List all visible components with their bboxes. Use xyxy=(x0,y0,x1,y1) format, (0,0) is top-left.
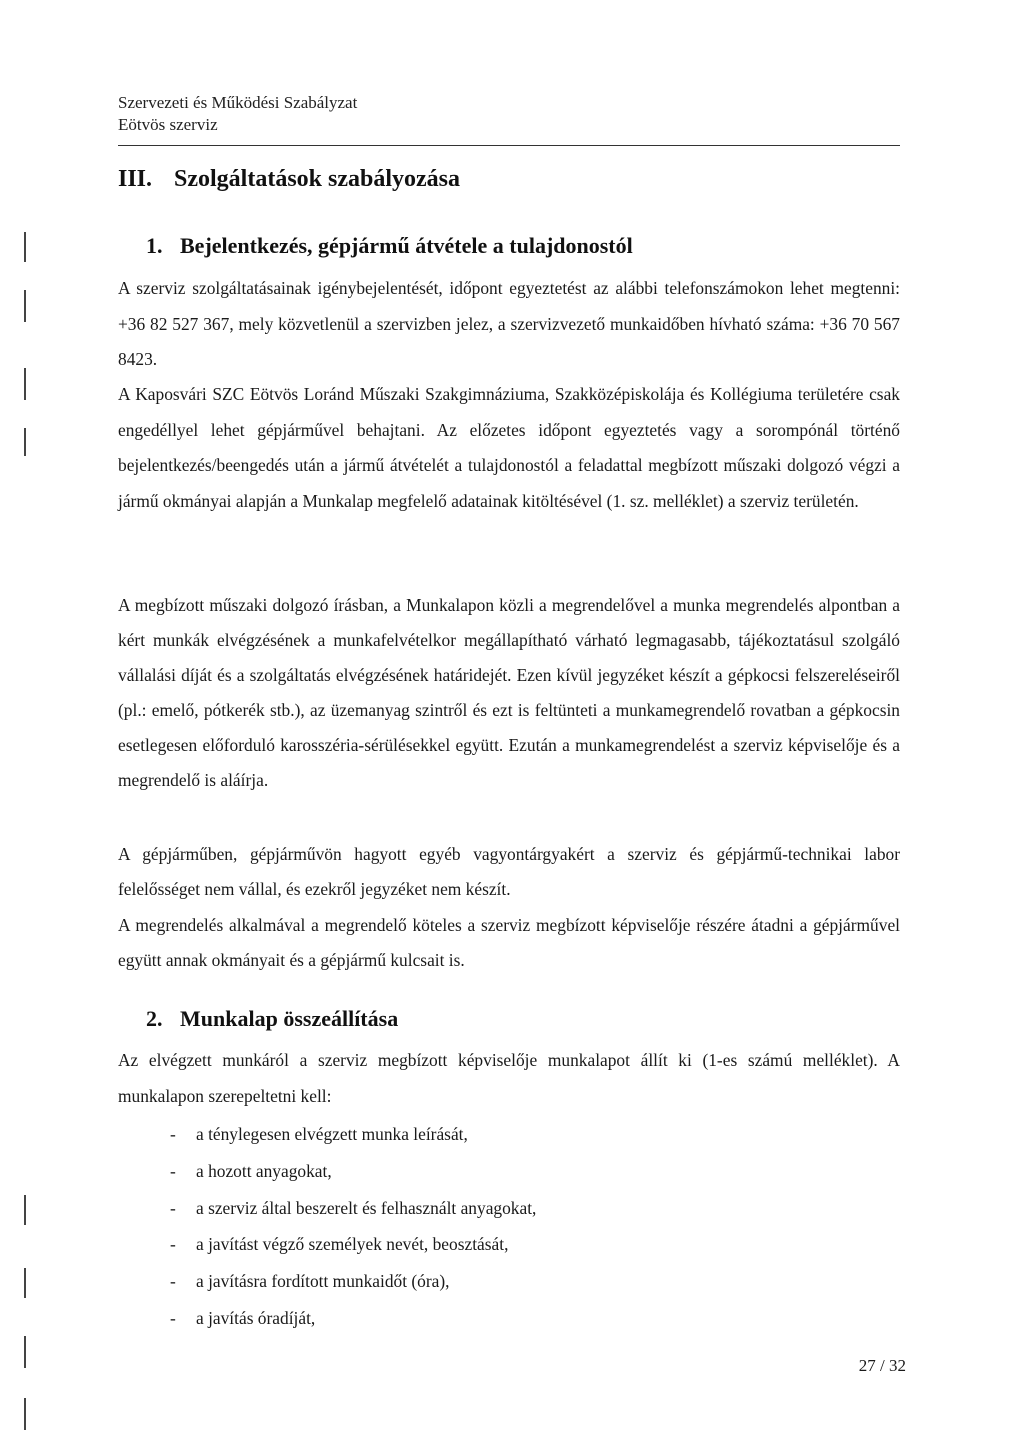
scan-margin-mark xyxy=(24,368,26,400)
list-item xyxy=(170,1226,536,1263)
paragraph-vehicle-intake: A Kaposvári SZC Eötvös Loránd Műszaki Szakgimnáziuma, Szakközépiskolája és Kollégiuma területére csak engedéllyel lehet gépjárművel behajtani. Az előzetes időpont egyeztetés vagy a sorompónál történő bejelentkezés/beengedés után a jármű átvételét a tulajdonostól a feladattal megbízott műszaki dolgozó végzi a jármű okmányai alapján a Munkalap megfelelő adatainak kitöltésével (1. sz. melléklet) a szerviz területén. xyxy=(118,384,900,511)
section-1-title-text: Bejelentkezés, gépjármű átvétele a tulajdonostól xyxy=(180,233,633,258)
list-item-text: a szerviz által beszerelt és felhasznált anyagokat, xyxy=(196,1197,537,1218)
scan-margin-mark xyxy=(24,1336,26,1368)
header-subtitle: Eötvös szerviz xyxy=(118,115,218,134)
paragraph-work-order: A megbízott műszaki dolgozó írásban, a Munkalapon közli a megrendelővel a munka megrendelés alpontban a kért munkák elvégzésének a munkafelvételkor megállapítható várható legmagasabb, tájékoztatásul szolgáló vállalási díját és a szolgáltatás elvégzésének határidejét. Ezen kívül jegyzéket készít a gépkocsi felszereléseiről (pl.: emelő, pótkerék stb.), az üzemanyag szintről és ezt is feltünteti a munkamegrendelő rovatban a gépkocsin esetlegesen előforduló karosszéria-sérülésekkel együtt. Ezután a munkamegrendelést a szerviz képviselője és a megrendelő is aláírja. xyxy=(118,595,900,790)
scan-margin-mark xyxy=(24,232,26,262)
paragraph-worksheet-intro: Az elvégzett munkáról a szerviz megbízott képviselője munkalapot állít ki (1-es számú melléklet). A munkalapon szerepeltetni kell: xyxy=(118,1050,900,1106)
list-item-text: a javításra fordított munkaidőt (óra), xyxy=(196,1271,450,1292)
list-item-text: a javítást végző személyek nevét, beosztását, xyxy=(196,1234,509,1255)
list-marker: - xyxy=(170,1197,176,1218)
list-marker: - xyxy=(170,1124,176,1144)
list-marker: - xyxy=(170,1307,176,1328)
paragraph-handover: A megrendelés alkalmával a megrendelő köteles a szerviz megbízott képviselője részére átadni a gépjárművel együtt annak okmányait és a gépjármű kulcsait is. xyxy=(118,915,900,970)
paragraph-contact: A szerviz szolgáltatásainak igénybejelentését, időpont egyeztetést az alábbi telefonszámokon lehet megtenni: +36 82 527 367, mely közvetlenül a szervizben jelez, a szervizvezető munkaidőben hívható száma: +36 70 567 8423. xyxy=(118,278,900,369)
scan-margin-mark xyxy=(24,1195,26,1225)
list-marker: - xyxy=(170,1234,176,1255)
section-2-title xyxy=(146,1006,398,1032)
list-item xyxy=(170,1153,536,1190)
list-marker: - xyxy=(170,1271,176,1292)
list-item xyxy=(170,1116,536,1153)
scan-margin-mark xyxy=(24,1268,26,1298)
section-1-number: 1. xyxy=(146,233,163,258)
section-1-title xyxy=(146,233,633,259)
page-number: 27 / 32 xyxy=(858,1356,906,1375)
scan-margin-mark xyxy=(24,290,26,322)
chapter-title-text: Szolgáltatások szabályozása xyxy=(174,166,461,192)
chapter-number: III. xyxy=(118,166,153,192)
chapter-title xyxy=(118,166,460,193)
scan-margin-mark xyxy=(24,1398,26,1430)
list-item-text: a javítás óradíját, xyxy=(196,1307,316,1328)
header-title: Szervezeti és Működési Szabályzat xyxy=(118,93,358,112)
scan-margin-mark xyxy=(24,428,26,456)
document-header xyxy=(118,92,357,136)
worksheet-requirements-list xyxy=(170,1116,536,1337)
list-item xyxy=(170,1300,536,1337)
section-2-title-text: Munkalap összeállítása xyxy=(180,1006,399,1031)
list-item-text: a hozott anyagokat, xyxy=(196,1160,332,1181)
list-item xyxy=(170,1190,536,1227)
list-marker: - xyxy=(170,1160,176,1181)
paragraph-liability: A gépjárműben, gépjárművön hagyott egyéb vagyontárgyakért a szerviz és gépjármű-technikai labor felelősséget nem vállal, és ezekről jegyzéket nem készít. xyxy=(118,844,900,899)
list-item xyxy=(170,1263,536,1300)
section-2-number: 2. xyxy=(146,1006,163,1031)
list-item-text: a ténylegesen elvégzett munka leírását, xyxy=(196,1124,468,1144)
header-divider xyxy=(118,145,900,146)
